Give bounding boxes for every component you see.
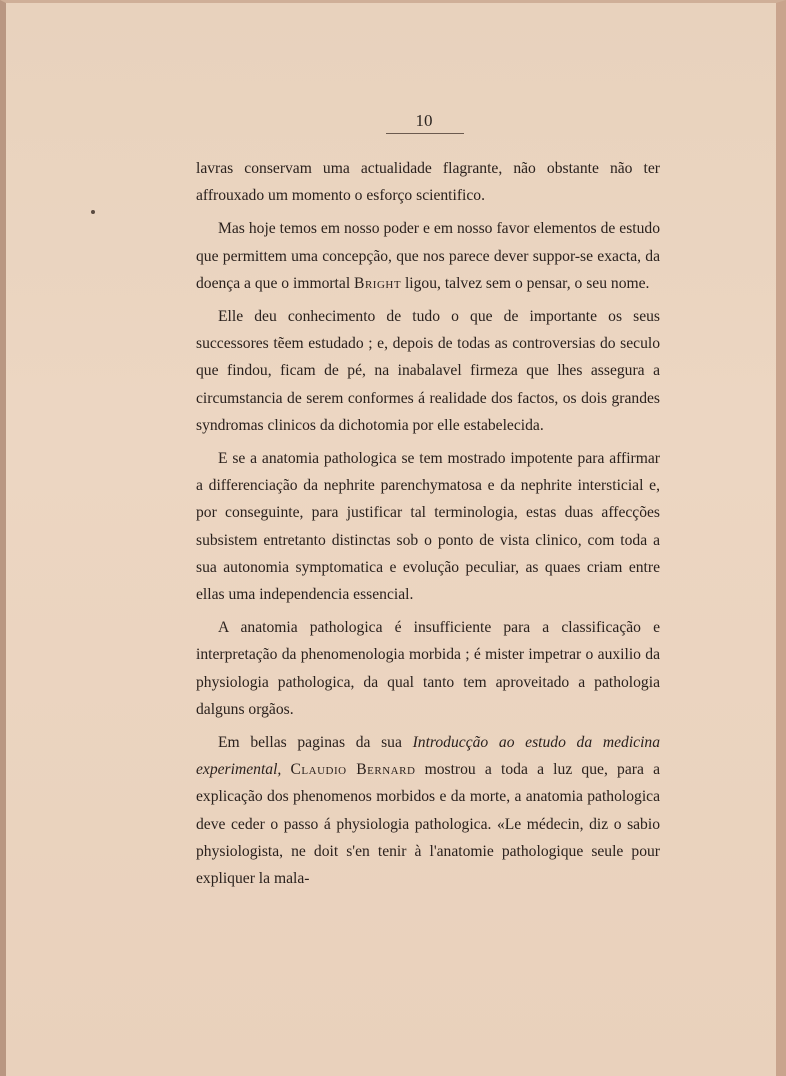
paragraph xyxy=(196,215,660,297)
body-text xyxy=(196,155,660,898)
text-segment: A anatomia pathologica é insufficiente para a classificação e interpretação da phenomenologia morbida ; é mister impetrar o auxilio da physiologia pathologica, da qual tanto tem aproveitado a pathologia dalguns orgãos. xyxy=(196,619,660,718)
text-segment: Elle deu conhecimento de tudo o que de importante os seus successores tẽem estudado ; e, depois de todas as controversias do seculo que findou, ficam de pé, na inabalavel firmeza que lhes assegura a circumstancia de serem conformes á realidade dos factos, os dois grandes syndromas clinicos da dichotomia por elle estabelecida. xyxy=(196,308,660,434)
header-rule xyxy=(386,133,464,134)
page-number: 10 xyxy=(415,111,433,130)
paragraph xyxy=(196,614,660,723)
paragraph xyxy=(196,729,660,892)
author-name: Bright xyxy=(354,274,402,292)
text-segment: Mas hoje temos em nosso poder e em nosso favor elementos de estudo que permittem uma concepção, que nos parece dever suppor-se exacta, da doença a que o immortal xyxy=(196,220,660,292)
text-segment: E se a anatomia pathologica se tem mostrado impotente para affirmar a differenciação da nephrite parenchymatosa e da nephrite intersticial e, por conseguinte, para justificar tal terminologia, estas duas affecções subsistem entretanto distinctas sob o ponto de vista clinico, com toda a sua autonomia symptomatica e evolução peculiar, as quaes criam entre ellas uma independencia essencial. xyxy=(196,450,660,604)
paper-speck xyxy=(91,210,95,214)
text-segment: Em bellas paginas da sua xyxy=(218,734,413,752)
text-segment: lavras conservam uma actualidade flagrante, não obstante não ter affrouxado um momento o esforço scientifico. xyxy=(196,160,660,205)
author-name: Claudio Bernard xyxy=(290,761,416,779)
paragraph xyxy=(196,155,660,209)
paragraph xyxy=(196,445,660,608)
book-title: Introducção ao estudo da medicina experimental, xyxy=(196,734,660,779)
text-segment: ligou, talvez sem o pensar, o seu nome. xyxy=(401,274,650,292)
text-segment: mostrou a toda a luz que, para a explicação dos phenomenos morbidos e da morte, a anatomia pathologica deve ceder o passo á physiologia pathologica. «Le médecin, diz o sabio physiologista, ne doit s'en tenir à l'anatomie pathologique seule pour expliquer la mala- xyxy=(196,761,660,888)
paragraph xyxy=(196,303,660,439)
text-segment xyxy=(281,761,290,778)
